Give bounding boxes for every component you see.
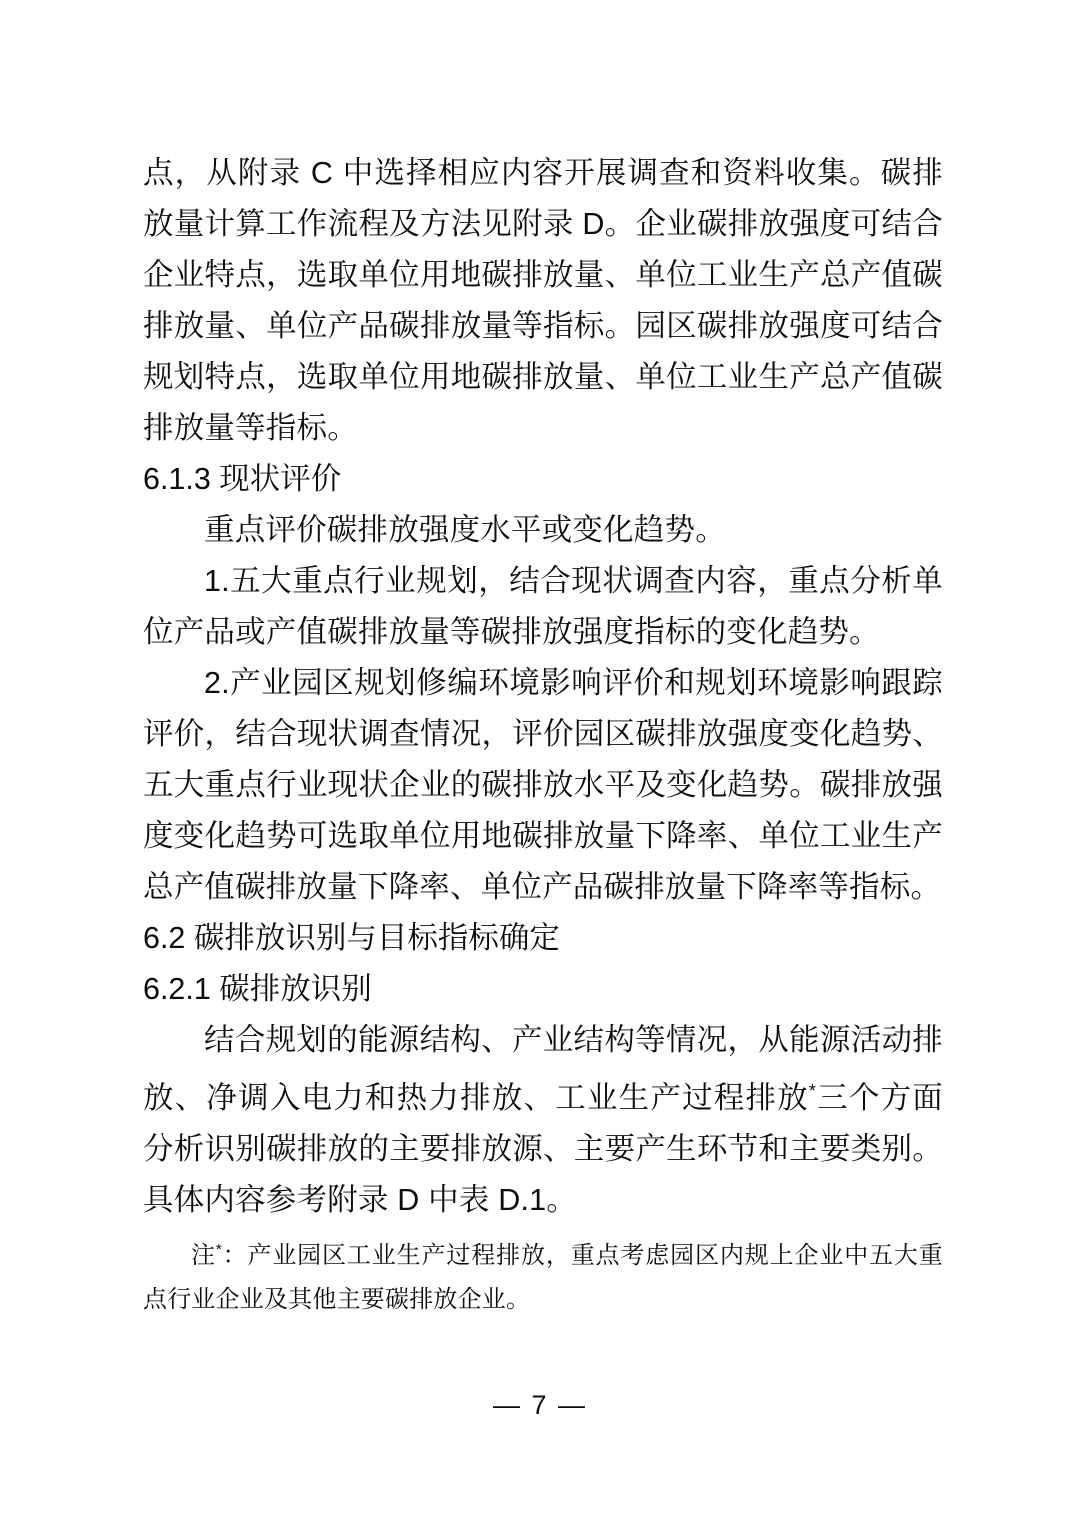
footnote-text: ：产业园区工业生产过程排放，重点考虑园区内规上企业中五大重点行业企业及其他主要碳排放企业。: [143, 1242, 943, 1314]
footnote-star-icon: *: [215, 1241, 222, 1259]
heading-6-2-1: 6.2.1 碳排放识别: [143, 972, 372, 1006]
paragraph-identification: [143, 1015, 943, 1226]
paragraph-item-2: 2.产业园区规划修编环境影响评价和规划环境影响跟踪评价，结合现状调查情况，评价园区碳排放强度变化趋势、五大重点行业现状企业的碳排放水平及变化趋势。碳排放强度变化趋势可选取单位用地碳排放量下降率、单位工业生产总产值碳排放量下降率、单位产品碳排放量下降率等指标。: [143, 666, 943, 904]
footnote-label: 注: [191, 1242, 216, 1270]
paragraph-current-evaluation: 重点评价碳排放强度水平或变化趋势。: [204, 513, 726, 547]
page-number: — 7 —: [492, 1390, 588, 1420]
page-content: [143, 148, 943, 1322]
paragraph-intro: 点，从附录 C 中选择相应内容开展调查和资料收集。碳排放量计算工作流程及方法见附录 D。企业碳排放强度可结合企业特点，选取单位用地碳排放量、单位工业生产总产值碳排放量、单位产品碳排放量等指标。园区碳排放强度可结合规划特点，选取单位用地碳排放量、单位工业生产总产值碳排放量等指标。: [143, 156, 943, 445]
paragraph-identification-part1: 结合规划的能源结构、产业结构等情况，从能源活动排放、净调入电力和热力排放、工业生产过程排放: [143, 1023, 943, 1116]
paragraph-identification-part2: 三个方面分析识别碳排放的主要排放源、主要产生环节和主要类别。具体内容参考附录 D 中表 D.1。: [143, 1081, 943, 1218]
footnote-marker-icon: *: [808, 1081, 817, 1101]
footnote: [143, 1228, 943, 1322]
heading-6-1-3: 6.1.3 现状评价: [143, 462, 342, 496]
paragraph-item-1: 1.五大重点行业规划，结合现状调查内容，重点分析单位产品或产值碳排放量等碳排放强度指标的变化趋势。: [143, 564, 943, 649]
heading-6-2: 6.2 碳排放识别与目标指标确定: [143, 921, 560, 955]
